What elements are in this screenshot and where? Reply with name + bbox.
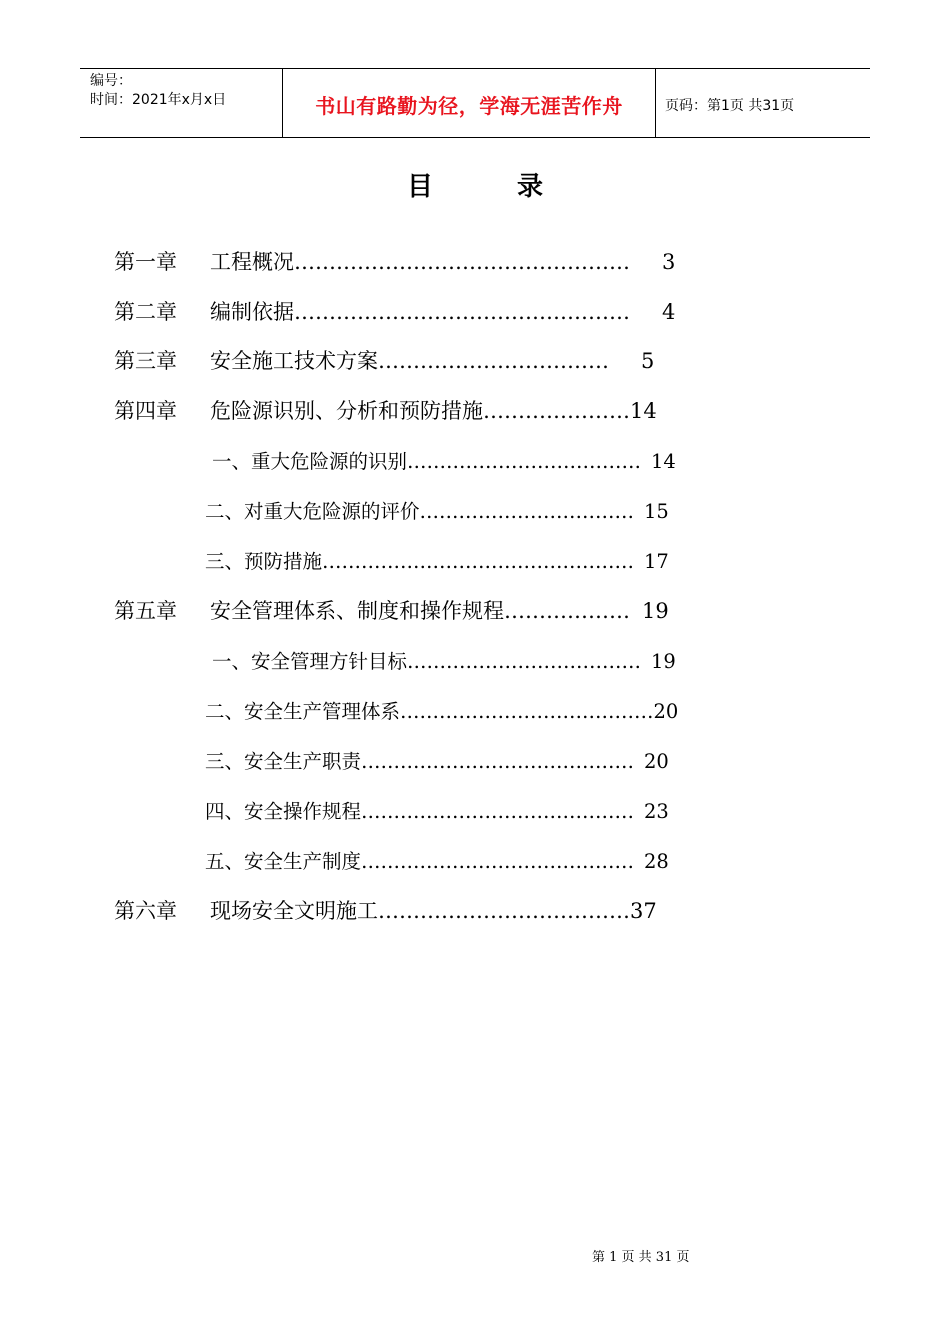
toc-leader-dots: ……………………………… — [378, 899, 630, 923]
toc-page-number: 15 — [644, 500, 669, 523]
toc-page-number: 19 — [642, 599, 669, 623]
toc-chapter-number: 第二章 — [114, 300, 177, 324]
toc-leader-dots: ………………………………………… — [294, 300, 630, 324]
toc-entry-title: 五、安全生产制度 — [205, 850, 362, 873]
toc-entry-5-2[interactable] — [205, 696, 678, 724]
toc-page-number: 17 — [644, 550, 669, 573]
header-meta — [80, 69, 282, 137]
toc-title-right: 录 — [517, 172, 544, 202]
header-motto: 书山有路勤为径，学海无涯苦作舟 — [315, 93, 623, 118]
toc-leader-dots: …………………………………… — [361, 850, 635, 873]
toc-entry-5-1[interactable] — [212, 646, 676, 674]
document-number-label: 编号： — [90, 73, 132, 89]
toc-chapter-number: 第三章 — [114, 349, 177, 373]
toc-entry-chapter-2[interactable] — [114, 296, 675, 326]
toc-entry-4-1[interactable] — [212, 446, 676, 474]
toc-entry-chapter-1[interactable] — [114, 246, 675, 276]
toc-entry-title: 四、安全操作规程 — [205, 800, 362, 823]
header-page-code: 页码：第1页 共31页 — [665, 98, 795, 114]
header-page-cell — [655, 69, 870, 137]
toc-leader-dots: …………………………………… — [361, 750, 635, 773]
toc-entry-5-5[interactable] — [205, 846, 669, 874]
header-motto-cell — [282, 69, 656, 137]
footer-page-number: 第 1 页 共 31 页 — [592, 1250, 690, 1265]
toc-page-number: 19 — [651, 650, 676, 673]
toc-leader-dots: ……………………………… — [407, 450, 642, 473]
toc-leader-dots: ……………… — [504, 599, 630, 623]
toc-chapter-number: 第四章 — [114, 399, 177, 423]
toc-entry-5-3[interactable] — [205, 746, 669, 774]
toc-title — [0, 166, 950, 203]
toc-chapter-number: 第五章 — [114, 599, 177, 623]
toc-entry-title: 一、重大危险源的识别 — [212, 450, 408, 473]
toc-entry-title: 现场安全文明施工 — [210, 899, 378, 923]
toc-page-number: 3 — [662, 250, 676, 274]
toc-leader-dots: ………………………………… — [400, 700, 654, 723]
toc-entry-title: 编制依据 — [210, 300, 294, 324]
toc-entry-chapter-5[interactable] — [114, 595, 669, 625]
toc-entry-title: 安全施工技术方案 — [210, 349, 378, 373]
toc-entry-title: 二、安全生产管理体系 — [205, 700, 401, 723]
toc-entry-title: 二、对重大危险源的评价 — [205, 500, 420, 523]
toc-page-number: 5 — [641, 349, 655, 373]
toc-entry-4-2[interactable] — [205, 496, 669, 524]
toc-title-left: 目 — [406, 172, 433, 202]
toc-page-number: 37 — [630, 899, 657, 923]
toc-page-number: 4 — [662, 300, 676, 324]
toc-leader-dots: ………………………………………… — [322, 550, 635, 573]
toc-page-number: 14 — [630, 399, 657, 423]
toc-entry-5-4[interactable] — [205, 796, 669, 824]
page-header — [80, 68, 870, 138]
document-time-label: 时间：2021年x月x日 — [90, 92, 227, 108]
toc-page-number: 14 — [651, 450, 676, 473]
toc-entry-title: 安全管理体系、制度和操作规程 — [210, 599, 504, 623]
toc-page-number: 20 — [644, 750, 669, 773]
toc-chapter-number: 第一章 — [114, 250, 177, 274]
toc-entry-title: 三、安全生产职责 — [205, 750, 362, 773]
toc-entry-chapter-3[interactable] — [114, 345, 654, 375]
toc-leader-dots: …………………………………… — [361, 800, 635, 823]
toc-entry-title: 工程概况 — [210, 250, 294, 274]
toc-leader-dots: ………………… — [483, 399, 630, 423]
toc-leader-dots: …………………………… — [419, 500, 635, 523]
toc-entry-chapter-4[interactable] — [114, 395, 657, 425]
toc-chapter-number: 第六章 — [114, 899, 177, 923]
toc-entry-chapter-6[interactable] — [114, 895, 657, 925]
toc-entry-title: 三、预防措施 — [205, 550, 323, 573]
toc-leader-dots: …………………………… — [378, 349, 609, 373]
toc-page-number: 23 — [644, 800, 669, 823]
toc-leader-dots: ……………………………… — [407, 650, 642, 673]
toc-page-number: 28 — [644, 850, 669, 873]
toc-entry-title: 危险源识别、分析和预防措施 — [210, 399, 483, 423]
toc-entry-title: 一、安全管理方针目标 — [212, 650, 408, 673]
toc-page-number: 20 — [653, 700, 679, 723]
toc-entry-4-3[interactable] — [205, 546, 669, 574]
toc-leader-dots: ………………………………………… — [294, 250, 630, 274]
